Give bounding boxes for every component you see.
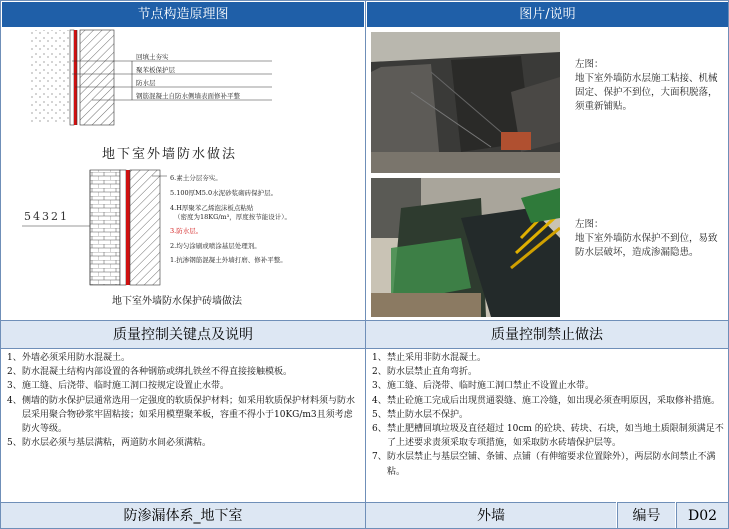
top-label-3: 防水层 (136, 79, 156, 87)
photo1-caption (575, 58, 720, 114)
item-text: 防水层禁止直角弯折。 (387, 367, 478, 378)
item-text: 禁止砼施工完成后出现贯通裂缝、施工冷缝，如出现必须查明原因，采取修补措施。 (387, 395, 721, 406)
photo-membrane-detached (371, 32, 560, 173)
photo-protection-damaged (371, 178, 560, 317)
bottom-drawing-title: 地下室外墙防水保护砖墙做法 (112, 296, 242, 307)
list-item (7, 394, 359, 437)
top-label-1: 回填土夯实 (136, 53, 169, 61)
key-points-header: 质量控制关键点及说明 (1, 320, 365, 349)
list-item (7, 436, 359, 450)
layer-label-3: 3.防水层。 (170, 227, 203, 235)
item-text: 防水层必须与基层满粘，两道防水间必须满粘。 (22, 438, 212, 449)
list-item (372, 351, 724, 365)
header-left: 节点构造原理图 (2, 2, 364, 27)
top-label-2: 聚苯板保护层 (136, 66, 175, 74)
soil-zone (30, 30, 70, 125)
item-text: 外墙必须采用防水混凝土。 (22, 353, 131, 363)
photo2-caption (575, 218, 720, 260)
rc-wall (130, 170, 160, 285)
item-number: 1、 (372, 353, 387, 363)
brick-wall (90, 170, 120, 285)
photo1-caption-text: 地下室外墙防水层施工粘接、机械固定、保护不到位，大面积脱落，须重新铺贴。 (575, 73, 718, 112)
item-number: 2、 (7, 367, 22, 378)
item-number: 5、 (7, 438, 22, 449)
top-drawing-title: 地下室外墙防水做法 (102, 147, 238, 162)
item-number: 1、 (7, 353, 22, 363)
item-text: 禁止防水层不保护。 (387, 409, 469, 420)
item-number: 5、 (372, 409, 387, 420)
list-item (372, 379, 724, 393)
list-item (372, 365, 724, 379)
item-number: 2、 (372, 367, 387, 378)
prohibitions-list (372, 351, 724, 479)
item-number: 6、 (372, 424, 387, 435)
top-label-4: 钢筋混凝土自防水侧墙表面修补平整 (136, 92, 240, 100)
column-divider (365, 1, 366, 528)
footer-code-label: 编号 (617, 502, 675, 528)
item-number: 7、 (372, 452, 387, 463)
layer-label-2: 2.均匀涂刷或喷涂基层处理剂。 (170, 242, 261, 250)
protection-board (70, 30, 74, 125)
layer-label-5: 5.100厚M5.0水泥砂浆砌砖保护层。 (170, 189, 278, 197)
footer-part: 外墙 (366, 502, 616, 528)
photo2-caption-text: 地下室外墙防水保护不到位，易致防水层破坏，造成渗漏隐患。 (575, 233, 718, 258)
item-text: 侧墙的防水保护层通常选用一定强度的软质保护材料；如采用软质保护材料须与防水层采用聚合物砂浆牢固粘接；如采用模塑聚苯板，容重不得小于10KG/m3且须考虑防火等级。 (22, 395, 356, 435)
concrete-wall (80, 30, 114, 125)
photo2-caption-title: 左图： (575, 219, 604, 230)
footer-system: 防渗漏体系_地下室 (1, 502, 365, 528)
foam-board (120, 170, 126, 285)
item-text: 禁止肥槽回填垃圾及直径超过 10cm 的砼块、砖块、石块，如当地土质限制须满足不了上述要求责须采取专项措施，如采取防水砖墙保护层等。 (387, 424, 724, 449)
list-item (7, 351, 359, 365)
item-number: 3、 (7, 381, 22, 392)
item-text: 防水层禁止与基层空铺、条铺、点铺（有伸缩要求位置除外），两层防水间禁止不满粘。 (387, 452, 716, 477)
item-text: 防水混凝土结构内部设置的各种钢筋或绑扎铁丝不得直接接触模板。 (22, 367, 293, 378)
header-right: 图片/说明 (367, 2, 728, 27)
layer-label-4: 4.H厚聚苯乙烯泡沫板点粘贴 (170, 204, 254, 212)
photos-panel (367, 28, 728, 319)
membrane-red (74, 30, 77, 125)
prohibitions-header: 质量控制禁止做法 (366, 320, 728, 349)
photo1-caption-title: 左图： (575, 59, 604, 70)
item-number: 4、 (7, 395, 22, 406)
item-number: 4、 (372, 395, 387, 406)
item-text: 禁止采用非防水混凝土。 (387, 353, 487, 363)
layer-label-6: 6.素土分层夯实。 (170, 174, 222, 182)
layer-numbers: 54321 (24, 210, 69, 223)
key-points-list (7, 351, 359, 450)
list-item (7, 365, 359, 379)
item-text: 施工缝、后浇带、临时施工洞口禁止不设置止水带。 (387, 381, 595, 392)
layer-label-4b: （密度为18KG/m³，厚度按节能设计）。 (174, 213, 292, 221)
list-item (372, 408, 724, 422)
list-item (7, 379, 359, 393)
membrane-red-bottom (126, 170, 130, 285)
item-text: 施工缝、后浇带、临时施工洞口按规定设置止水带。 (22, 381, 230, 392)
list-item (372, 422, 724, 450)
layer-label-1: 1.抗渗钢筋混凝土外墙打磨、修补平整。 (170, 256, 287, 264)
list-item (372, 394, 724, 408)
item-number: 3、 (372, 381, 387, 392)
construction-drawing (2, 28, 364, 319)
list-item (372, 450, 724, 478)
footer-code-value: D02 (676, 502, 728, 528)
